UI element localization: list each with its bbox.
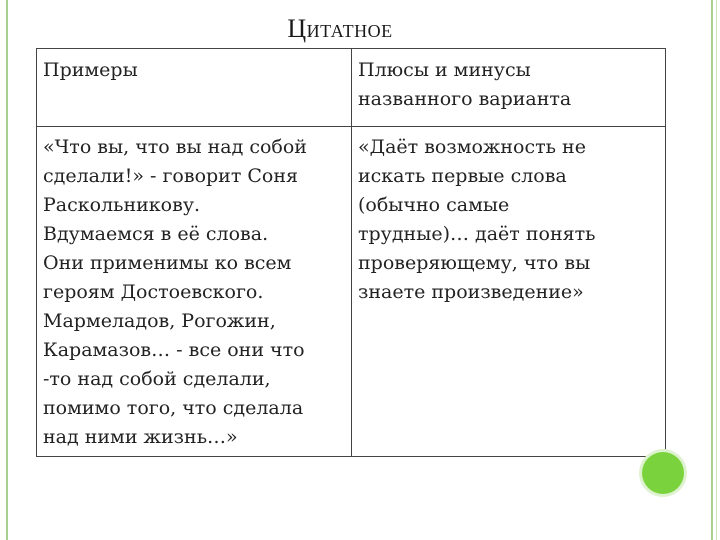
- right-frame-line-outer: [716, 0, 717, 540]
- decorative-green-circle: [642, 452, 684, 494]
- table-header-row: [37, 49, 666, 127]
- header-pros-cons-line-2: названного варианта: [358, 88, 572, 110]
- table-body-row: [37, 127, 666, 457]
- example-line: над ними жизнь…»: [43, 426, 238, 448]
- example-line: Вдумаемся в её слова.: [43, 223, 269, 245]
- pros-cons-line: знаете произведение»: [358, 281, 584, 303]
- example-line: Карамазов… - все они что: [43, 339, 305, 361]
- example-line: сделали!» - говорит Соня: [43, 165, 299, 187]
- header-cell-examples: [37, 49, 352, 127]
- example-line: «Что вы, что вы над собой: [43, 136, 307, 158]
- pros-cons-line: «Даёт возможность не: [358, 136, 586, 158]
- example-line: Раскольникову.: [43, 194, 201, 216]
- comparison-table: [36, 48, 666, 457]
- header-cell-pros-cons: [352, 49, 666, 127]
- example-line: героям Достоевского.: [43, 281, 264, 303]
- example-cell: [37, 127, 352, 457]
- example-line: Мармеладов, Рогожин,: [43, 310, 276, 332]
- header-pros-cons-line-1: Плюсы и минусы: [358, 59, 531, 81]
- pros-cons-line: искать первые слова: [358, 165, 567, 187]
- slide-title-rest: ИТАТНОЕ: [306, 21, 393, 41]
- header-examples-label: Примеры: [43, 59, 138, 81]
- right-frame-line: [711, 0, 713, 540]
- example-line: Они применимы ко всем: [43, 252, 292, 274]
- example-line: помимо того, что сделала: [43, 397, 304, 419]
- example-line: -то над собой сделали,: [43, 368, 271, 390]
- left-frame-line: [6, 0, 8, 540]
- pros-cons-line: (обычно самые: [358, 194, 510, 216]
- slide-title-initial: Ц: [287, 14, 307, 43]
- slide-title: [0, 14, 680, 44]
- pros-cons-cell: [352, 127, 666, 457]
- pros-cons-line: трудные)… даёт понять: [358, 223, 596, 245]
- pros-cons-line: проверяющему, что вы: [358, 252, 591, 274]
